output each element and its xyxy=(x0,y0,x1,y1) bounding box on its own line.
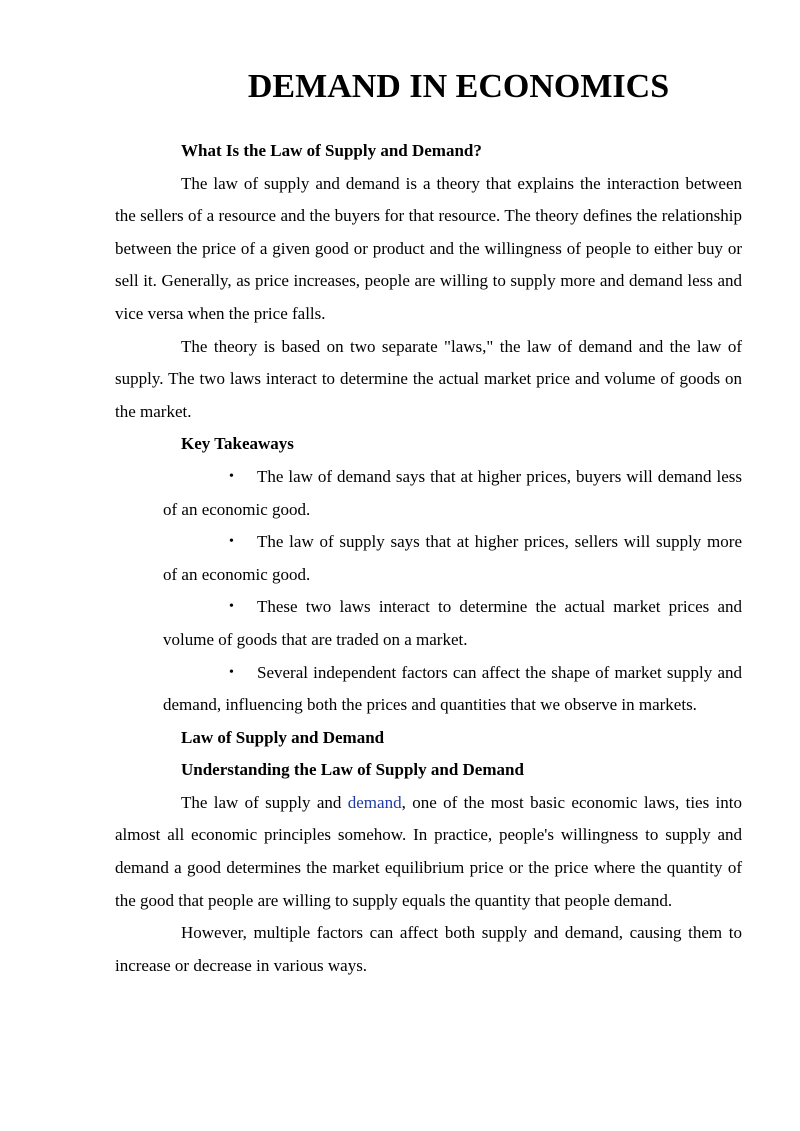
heading-what-is-law: What Is the Law of Supply and Demand? xyxy=(181,141,482,160)
heading-understanding-law: Understanding the Law of Supply and Demand xyxy=(181,760,524,780)
list-item xyxy=(163,526,742,591)
bullet-text: The law of demand says that at higher prices, buyers will demand less of an economic good. xyxy=(163,466,742,519)
paragraph-intro: The law of supply and demand is a theory that explains the interaction between the sellers of a resource and the buyers for that resource. The theory defines the relationship between the price of a given good or product and the willingness of people to either buy or sell it. Generally, as price increases, people are willing to supply more and demand less and vice versa when the price falls. xyxy=(115,173,742,323)
heading-law-of-supply-demand: Law of Supply and Demand xyxy=(181,727,385,747)
heading-key-takeaways: Key Takeaways xyxy=(181,434,294,454)
document-title: DEMAND IN ECONOMICS xyxy=(247,68,670,105)
bullet-icon: • xyxy=(229,599,234,615)
demand-link[interactable]: demand xyxy=(347,792,402,812)
bullet-text: The law of supply says that at higher prices, sellers will supply more of an economic good. xyxy=(163,532,742,584)
bullet-icon: • xyxy=(229,468,234,484)
bullet-text: These two laws interact to determine the actual market prices and volume of goods that are traded on a market. xyxy=(163,597,742,649)
paragraph-two-laws: The theory is based on two separate "laws," the law of demand and the law of supply. The two laws interact to determine the actual market price and volume of goods on the market. xyxy=(115,336,742,421)
list-item xyxy=(163,657,742,722)
bullet-icon: • xyxy=(229,664,234,680)
bullet-text: Several independent factors can affect the shape of market supply and demand, influencing both the prices and quantities that we observe in markets. xyxy=(163,662,742,715)
paragraph-multiple-factors: However, multiple factors can affect both supply and demand, causing them to increase or decrease in various ways. xyxy=(115,923,742,975)
key-takeaways-list xyxy=(115,461,742,722)
list-item xyxy=(163,461,742,526)
document-page xyxy=(115,70,742,982)
bullet-icon: • xyxy=(229,534,234,550)
paragraph-text: , one of the most basic economic laws, ties into almost all economic principles somehow. In practice, people's willingness to supply and demand a good determines the market equilibrium price or the price where the quantity of the good that people are willing to supply equals the quantity that people demand. xyxy=(115,792,742,910)
paragraph-text: The law of supply and xyxy=(181,792,348,812)
list-item xyxy=(163,591,742,656)
paragraph-basic-laws xyxy=(115,787,742,917)
